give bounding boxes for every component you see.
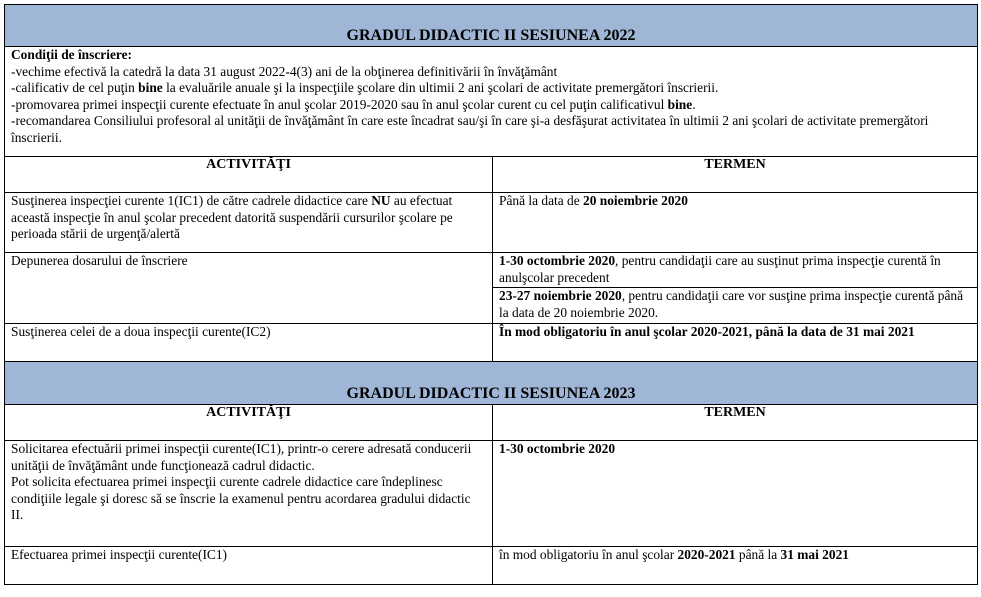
header-row-2022	[5, 157, 978, 193]
schedule-document	[4, 4, 977, 585]
session-2023-banner-row	[5, 362, 978, 405]
deadline-cell: Până la data de 20 noiembrie 2020	[493, 193, 978, 253]
conditions-row	[5, 47, 978, 157]
deadline-cell: În mod obligatoriu în anul şcolar 2020-2021, până la data de 31 mai 2021	[493, 324, 978, 362]
column-header-deadline: TERMEN	[493, 405, 978, 441]
condition-rating: -calificativ de cel puţin bine la evaluările anuale şi la inspecţiile şcolare din ultimii 2 ani şcolari de activitate premergători înscrierii.	[11, 80, 719, 96]
session-2022-title: GRADUL DIDACTIC II SESIUNEA 2022	[5, 5, 978, 47]
table-row	[5, 253, 978, 288]
deadline-cell: în mod obligatoriu în anul şcolar 2020-2021 până la 31 mai 2021	[493, 547, 978, 585]
column-header-activities: ACTIVITĂŢI	[5, 157, 493, 193]
session-2023-title: GRADUL DIDACTIC II SESIUNEA 2023	[5, 362, 978, 405]
column-header-activities: ACTIVITĂŢI	[5, 405, 493, 441]
deadline-cell: 1-30 octombrie 2020	[493, 441, 978, 547]
activity-cell: Depunerea dosarului de înscriere	[5, 253, 493, 324]
table-row	[5, 324, 978, 362]
table-row	[5, 193, 978, 253]
activity-cell: Susţinerea celei de a doua inspecţii curente(IC2)	[5, 324, 493, 362]
condition-seniority: -vechime efectivă la catedră la data 31 august 2022-4(3) ani de la obţinerea definitivării în învăţământ	[11, 63, 558, 79]
session-2022-banner-row	[5, 5, 978, 47]
activity-cell: Susţinerea inspecţiei curente 1(IC1) de către cadrele didactice care NU au efectuat această inspecţie în anul şcolar precedent datorită suspendării cursurilor şcolare pe perioada stării de urgenţă/alertă	[5, 193, 493, 253]
deadline-cell: 1-30 octombrie 2020, pentru candidaţii care au susţinut prima inspecţie curentă în anulşcolar precedent	[493, 253, 978, 288]
table-row	[5, 547, 978, 585]
activity-cell: Efectuarea primei inspecţii curente(IC1)	[5, 547, 493, 585]
condition-first-inspection: -promovarea primei inspecţii curente efectuate în anul şcolar 2019-2020 sau în anul şcolar curent cu cel puţin calificativul bine.	[11, 96, 696, 112]
condition-recommendation: -recomandarea Consiliului profesoral al unităţii de învăţământ în care este încadrat sau/şi în care şi-a desfăşurat activitatea în ultimii 2 ani şcolari de activitate premergători înscrierii.	[11, 113, 929, 145]
header-row-2023	[5, 405, 978, 441]
schedule-table	[4, 4, 978, 585]
deadline-cell: 23-27 noiembrie 2020, pentru candidaţii care vor susţine prima inspecţie curentă până la data de 20 noiembrie 2020.	[493, 288, 978, 324]
conditions-title: Condiţii de înscriere:	[11, 47, 132, 62]
conditions-block	[5, 47, 978, 157]
activity-cell: Solicitarea efectuării primei inspecţii curente(IC1), printr-o cerere adresată conducerii unităţii de învăţământ unde funcţionează cadrul didactic. Pot solicita efectuarea primei inspecţii curente cadrele didactice care îndeplinesc condiţiile legale şi doresc să se înscrie la examenul pentru acordarea gradului didactic II.	[5, 441, 493, 547]
table-row	[5, 441, 978, 547]
column-header-deadline: TERMEN	[493, 157, 978, 193]
